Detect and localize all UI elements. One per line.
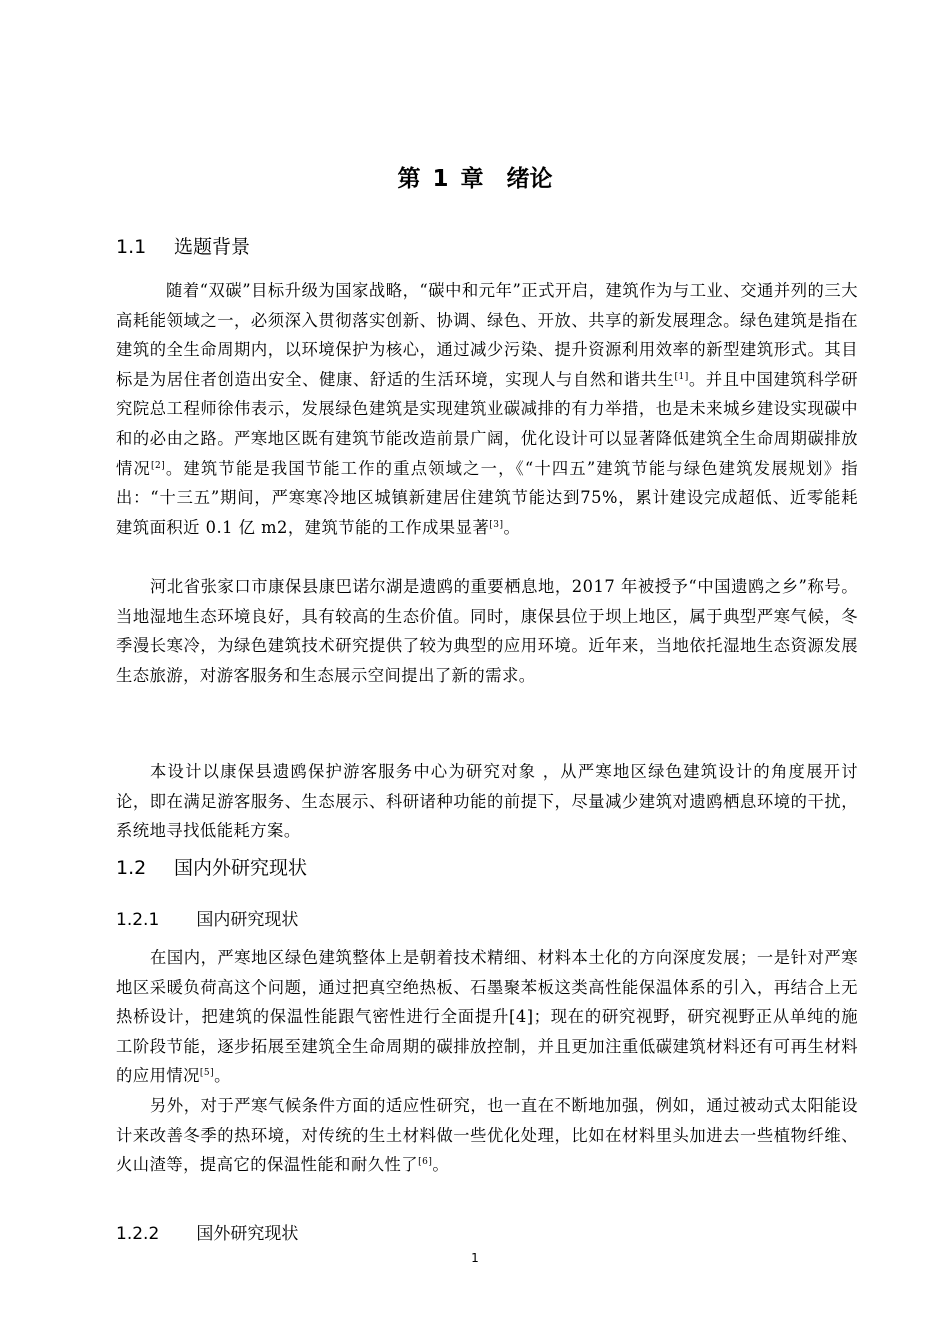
subsection-number: 1.2.1 [116, 910, 160, 930]
citation-ref: [5] [199, 1068, 215, 1079]
paragraph-domestic-2 [116, 1091, 858, 1180]
subsection-title: 国外研究现状 [196, 1224, 299, 1244]
citation-ref: [3] [489, 519, 504, 530]
paragraph-text: 随着“双碳”目标升级为国家战略，“碳中和元年”正式开启，建筑作为与工业、交通并列的三大高耗能领域之一，必须深入贯彻落实创新、协调、绿色、开放、共享的新发展理念。绿色建筑是指在建筑的全生命周期内，以环境保护为核心，通过减少污染、提升资源利用效率的新型建筑形式。其目标是为居住者创造出安全、健康、舒适的生活环境，实现人与自然和谐共生 [116, 281, 858, 389]
paragraph-text: 。建筑节能是我国节能工作的重点领域之一，《“十四五”建筑节能与绿色建筑发展规划》指出：“十三五”期间，严寒寒冷地区城镇新建居住建筑节能达到75%，累计建设完成超低、近零能耗建筑面积近 0.1 亿 m2，建筑节能的工作成果显著 [116, 458, 858, 537]
citation-ref: [1] [674, 371, 689, 382]
subsection-heading-1-2-1 [116, 905, 298, 930]
subsection-title: 国内研究现状 [196, 910, 299, 930]
paragraph-domestic-1 [116, 943, 858, 1091]
section-title: 选题背景 [174, 236, 251, 258]
paragraph-text: 在国内，严寒地区绿色建筑整体上是朝着技术精细、材料本土化的方向深度发展；一是针对严寒地区采暖负荷高这个问题，通过把真空绝热板、石墨聚苯板这类高性能保温体系的引入，再结合上无热桥设计，把建筑的保温性能跟气密性进行全面提升[4]；现在的研究视野，研究视野正从单纯的施工阶段节能，逐步拓展至建筑全生命周期的碳排放控制，并且更加注重低碳建筑材料还有可再生材料的应用情况 [116, 948, 858, 1086]
section-number: 1.2 [116, 857, 147, 879]
section-title: 国内外研究现状 [174, 857, 308, 879]
paragraph-text: 。 [503, 517, 521, 537]
paragraph-background-1 [116, 276, 858, 542]
section-heading-1-1 [116, 232, 250, 259]
page-number: 1 [471, 1251, 479, 1265]
subsection-heading-1-2-2 [116, 1219, 298, 1244]
paragraph-text: 。并且中国建筑科学研究院总工程师徐伟表示，发展绿色建筑是实现建筑业碳减排的有力举措，也是未来城乡建设实现碳中和的必由之路。严寒地区既有建筑节能改造前景广阔，优化设计可以显著降低建筑全生命周期碳排放情况 [116, 369, 858, 478]
paragraph-text: 。 [432, 1155, 450, 1175]
paragraph-background-2 [116, 572, 858, 690]
section-heading-1-2 [116, 853, 307, 880]
paragraph-text: 。 [214, 1066, 231, 1086]
paragraph-background-3 [116, 757, 858, 846]
citation-ref: [6] [418, 1157, 433, 1168]
paragraph-text: 本设计以康保县遗鸥保护游客服务中心为研究对象 ，从严寒地区绿色建筑设计的角度展开讨论，即在满足游客服务、生态展示、科研诸种功能的前提下，尽量减少建筑对遗鸥栖息环境的干扰，系统地寻找低能耗方案。 [116, 762, 858, 841]
paragraph-text: 河北省张家口市康保县康巴诺尔湖是遗鸥的重要栖息地，2017 年被授予“中国遗鸥之乡”称号。当地湿地生态环境良好，具有较高的生态价值。同时，康保县位于坝上地区，属于典型严寒气候，冬季漫长寒冷，为绿色建筑技术研究提供了较为典型的应用环境。近年来，当地依托湿地生态资源发展生态旅游，对游客服务和生态展示空间提出了新的需求。 [116, 577, 858, 685]
section-number: 1.1 [116, 236, 147, 258]
paragraph-text: 另外，对于严寒气候条件方面的适应性研究，也一直在不断地加强，例如，通过被动式太阳能设计来改善冬季的热环境，对传统的生土材料做一些优化处理，比如在材料里头加进去一些植物纤维、火山渣等，提高它的保温性能和耐久性了 [116, 1096, 858, 1175]
chapter-title: 第 1 章 绪论 [397, 166, 553, 192]
citation-ref: [2] [150, 460, 166, 471]
subsection-number: 1.2.2 [116, 1224, 160, 1244]
